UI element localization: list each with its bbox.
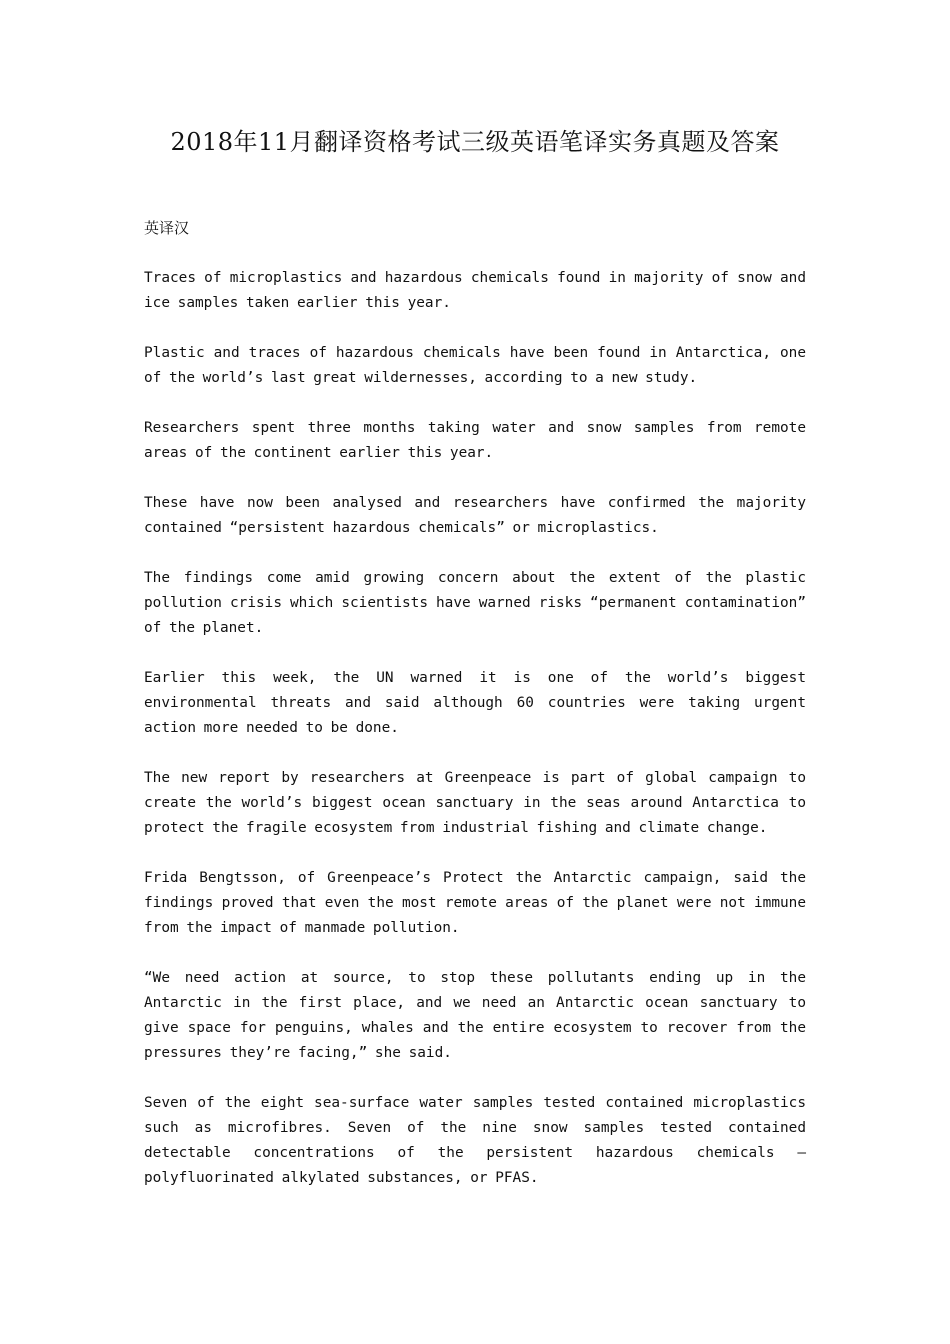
page-title: 2018年11月翻译资格考试三级英语笔译实务真题及答案: [170, 128, 780, 156]
paragraph-4: These have now been analysed and researchers have confirmed the majority contained “persistent hazardous chemicals” or microplastics.: [144, 495, 806, 536]
document-body: [144, 216, 806, 1216]
paragraph-9: “We need action at source, to stop these pollutants ending up in the Antarctic in the first place, and we need an Antarctic ocean sanctuary to give space for penguins, whales and the entire ecosystem to recover from the pressures they’re facing,” she said.: [144, 970, 806, 1061]
paragraph-2: Plastic and traces of hazardous chemicals have been found in Antarctica, one of the world’s last great wildernesses, according to a new study.: [144, 345, 806, 386]
paragraph-8: Frida Bengtsson, of Greenpeace’s Protect the Antarctic campaign, said the findings proved that even the most remote areas of the planet were not immune from the impact of manmade pollution.: [144, 870, 806, 936]
paragraph-6: Earlier this week, the UN warned it is one of the world’s biggest environmental threats and said although 60 countries were taking urgent action more needed to be done.: [144, 670, 806, 736]
paragraph-5: The findings come amid growing concern about the extent of the plastic pollution crisis which scientists have warned risks “permanent contamination” of the planet.: [144, 570, 806, 636]
paragraph-3: Researchers spent three months taking water and snow samples from remote areas of the continent earlier this year.: [144, 420, 806, 461]
paragraph-7: The new report by researchers at Greenpeace is part of global campaign to create the world’s biggest ocean sanctuary in the seas around Antarctica to protect the fragile ecosystem from industrial fishing and climate change.: [144, 770, 806, 836]
paragraph-10: Seven of the eight sea-surface water samples tested contained microplastics such as microfibres. Seven of the nine snow samples tested contained detectable concentrations of the persistent hazardous chemicals – polyfluorinated alkylated substances, or PFAS.: [144, 1095, 806, 1186]
section-label: 英译汉: [144, 219, 190, 237]
paragraph-1: Traces of microplastics and hazardous chemicals found in majority of snow and ice samples taken earlier this year.: [144, 270, 806, 311]
